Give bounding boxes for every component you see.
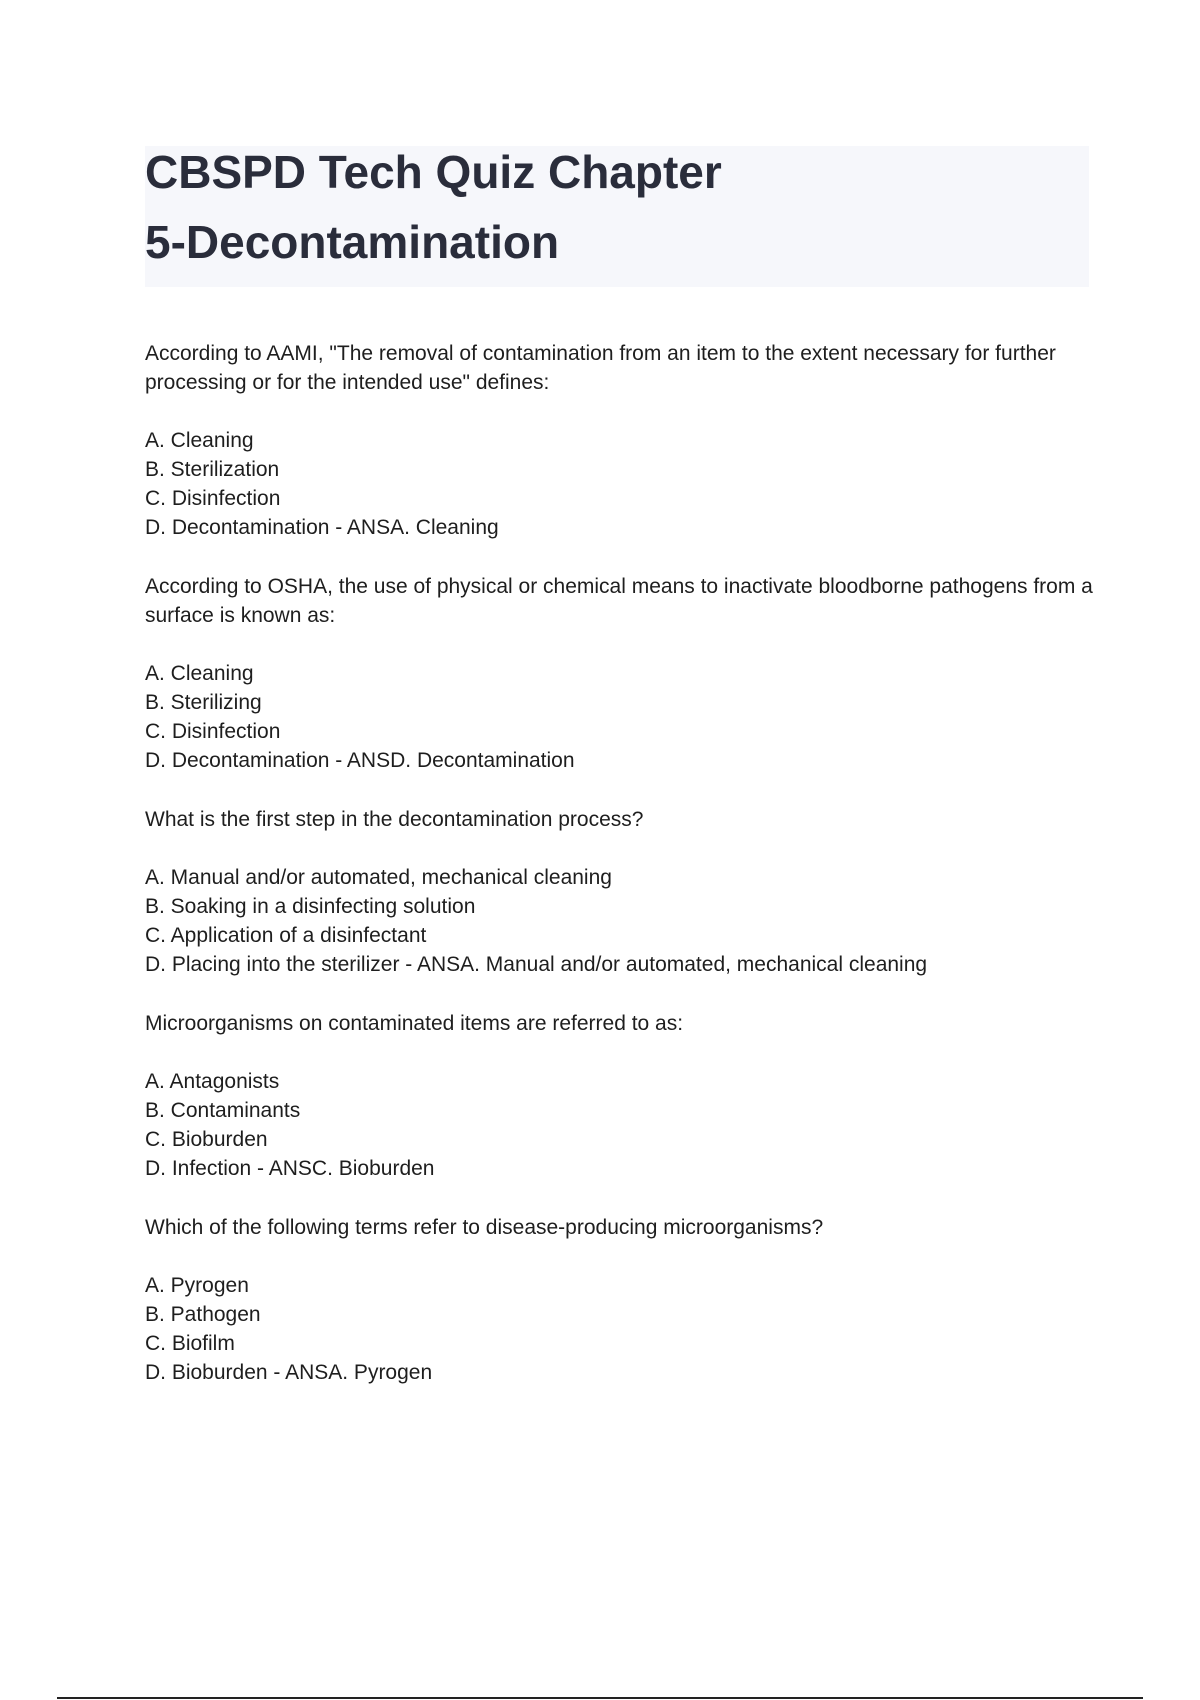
answer-option: C. Bioburden — [145, 1128, 268, 1151]
question-3 — [145, 805, 1095, 979]
question-2 — [145, 572, 1095, 775]
footer-divider — [57, 1697, 1143, 1699]
question-text: According to OSHA, the use of physical or chemical means to inactivate bloodborne pathogens from a surface is known as: — [145, 575, 1093, 627]
question-text: According to AAMI, "The removal of contamination from an item to the extent necessary for further processing or for the intended use" defines: — [145, 342, 1056, 394]
answer-option: C. Disinfection — [145, 487, 281, 510]
answer-option: B. Soaking in a disinfecting solution — [145, 895, 476, 918]
answer-option: D. Bioburden - ANSA. Pyrogen — [145, 1361, 433, 1384]
question-1 — [145, 339, 1095, 542]
answer-option: A. Manual and/or automated, mechanical cleaning — [145, 866, 612, 889]
answer-option: A. Cleaning — [145, 429, 254, 452]
answer-option: C. Application of a disinfectant — [145, 924, 427, 947]
answer-option: C. Biofilm — [145, 1332, 235, 1355]
answer-option: D. Decontamination - ANSA. Cleaning — [145, 516, 499, 539]
answer-option: D. Infection - ANSC. Bioburden — [145, 1157, 435, 1180]
question-5 — [145, 1213, 1095, 1387]
answer-option: D. Decontamination - ANSD. Decontamination — [145, 749, 575, 772]
question-text: What is the first step in the decontamination process? — [145, 808, 644, 831]
answer-option: B. Pathogen — [145, 1303, 261, 1326]
answer-option: B. Contaminants — [145, 1099, 301, 1122]
question-text: Microorganisms on contaminated items are referred to as: — [145, 1012, 684, 1035]
question-text: Which of the following terms refer to disease-producing microorganisms? — [145, 1216, 824, 1239]
answer-option: D. Placing into the sterilizer - ANSA. Manual and/or automated, mechanical cleaning — [145, 953, 928, 976]
answer-option: A. Antagonists — [145, 1070, 280, 1093]
page-title-line-1: CBSPD Tech Quiz Chapter — [145, 146, 722, 198]
answer-option: C. Disinfection — [145, 720, 281, 743]
answer-option: A. Pyrogen — [145, 1274, 249, 1297]
answer-option: A. Cleaning — [145, 662, 254, 685]
page-title-line-2: 5-Decontamination — [145, 216, 560, 268]
answer-option: B. Sterilization — [145, 458, 280, 481]
quiz-content — [145, 339, 1095, 1417]
answer-option: B. Sterilizing — [145, 691, 262, 714]
question-4 — [145, 1009, 1095, 1183]
